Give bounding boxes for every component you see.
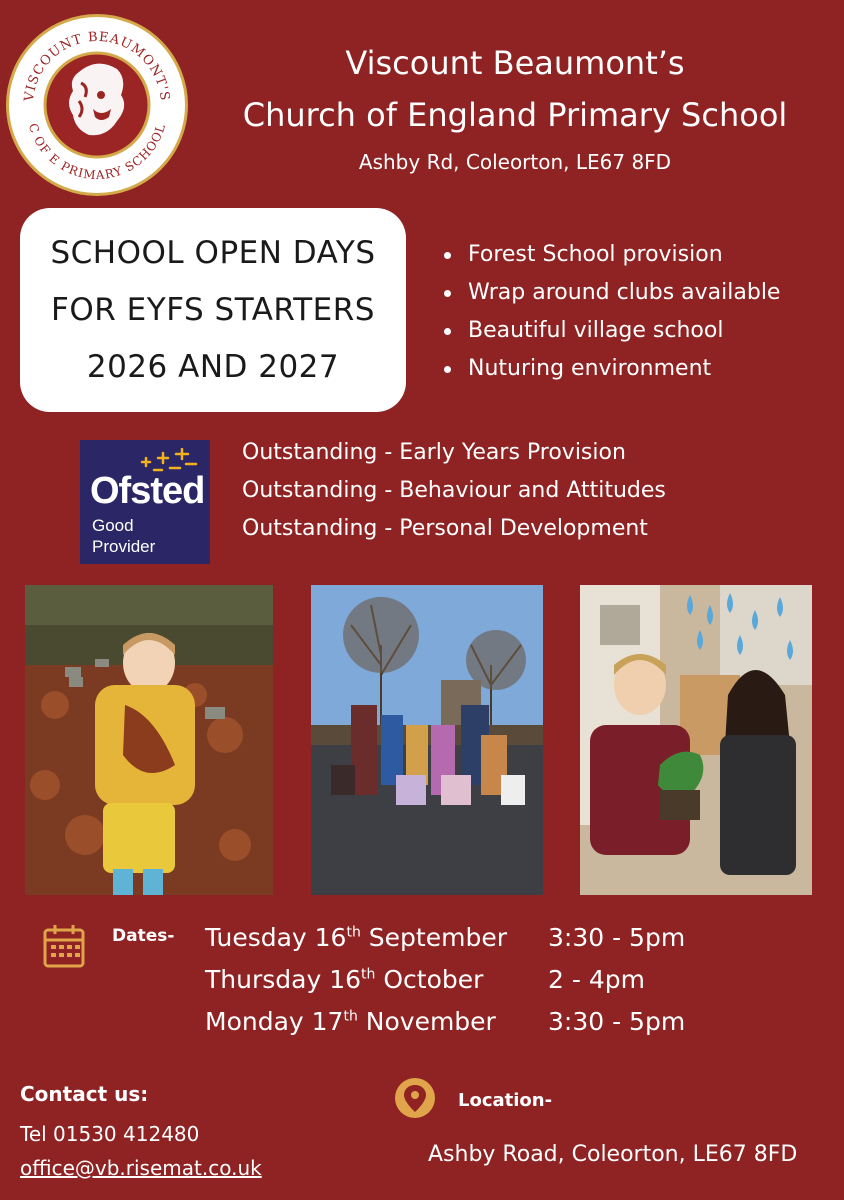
location-label: Location-: [458, 1090, 553, 1111]
school-title-line2: Church of England Primary School: [242, 96, 788, 134]
open-days-line2: FOR EYFS STARTERS: [51, 291, 375, 328]
contact-title: Contact us:: [20, 1082, 149, 1106]
date-row-3: Monday 17th November: [205, 1007, 496, 1036]
dates-label: Dates-: [112, 926, 175, 946]
open-days-box: [20, 208, 406, 412]
school-crest: [6, 14, 188, 196]
crest-bottom-text: C OF E PRIMARY SCHOOL: [25, 121, 169, 183]
school-title-line1: Viscount Beaumont’s: [345, 44, 685, 82]
contact-email-link[interactable]: office@vb.risemat.co.uk: [20, 1156, 262, 1180]
photo-child-autumn-leaves: [25, 585, 273, 895]
photo-children-costumes-playground: [311, 585, 543, 895]
contact-tel[interactable]: Tel 01530 412480: [20, 1122, 200, 1146]
date-time-3: 3:30 - 5pm: [548, 1007, 686, 1036]
crest-top-text: VISCOUNT BEAUMONT'S: [21, 29, 173, 103]
ofsted-wordmark: Ofsted: [90, 470, 205, 512]
ofsted-sub-good: Good: [92, 516, 134, 535]
date-row-2: Thursday 16th October: [205, 965, 484, 994]
ofsted-logo: [80, 440, 210, 564]
ofsted-ratings: [242, 434, 666, 548]
photo-children-holding-plant: [580, 585, 812, 895]
school-address: Ashby Rd, Coleorton, LE67 8FD: [358, 150, 672, 174]
features-list: [442, 236, 780, 388]
open-days-line3: 2026 AND 2027: [86, 348, 340, 385]
location-pin-icon: [394, 1076, 436, 1120]
feature-item: Wrap around clubs available: [442, 274, 780, 312]
rating-item: Outstanding - Personal Development: [242, 516, 648, 541]
date-row-1: Tuesday 16th September: [205, 923, 507, 952]
feature-item: Nuturing environment: [442, 350, 780, 388]
date-time-1: 3:30 - 5pm: [548, 923, 686, 952]
date-time-2: 2 - 4pm: [548, 965, 645, 994]
ofsted-sub-provider: Provider: [92, 537, 156, 556]
location-address: Ashby Road, Coleorton, LE67 8FD: [428, 1142, 798, 1167]
rating-item: Outstanding - Early Years Provision: [242, 440, 626, 465]
calendar-icon: [42, 923, 86, 969]
feature-item: Beautiful village school: [442, 312, 780, 350]
feature-item: Forest School provision: [442, 236, 780, 274]
rating-item: Outstanding - Behaviour and Attitudes: [242, 478, 666, 503]
open-days-line1: SCHOOL OPEN DAYS: [50, 234, 376, 271]
